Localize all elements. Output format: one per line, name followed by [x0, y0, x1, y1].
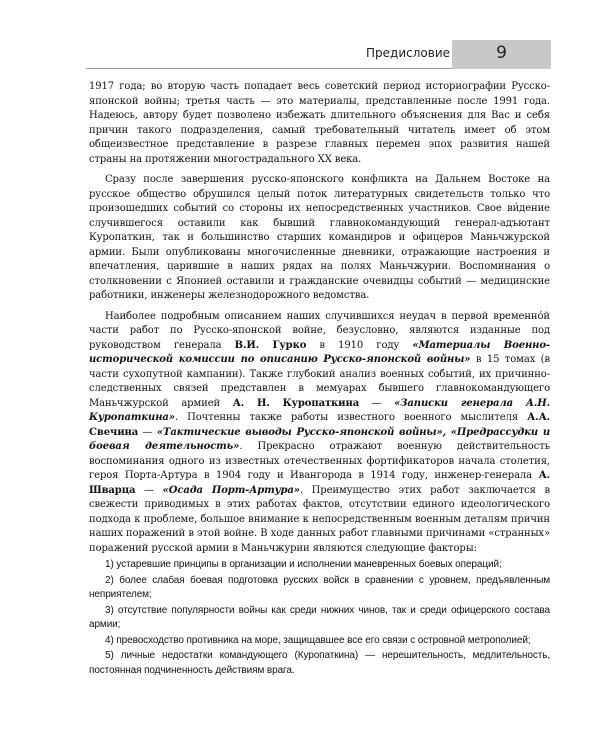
text-run: в 15 томах (в части сухопутной кампании). Также глубокий анализ военных событий, их причинно-следственных связей представлен в мемуарах бывшего главнокомандующего Маньчжурской армией — [89, 354, 550, 409]
text-run: — — [135, 484, 163, 496]
text-run: — — [359, 397, 395, 409]
text-run: . Преимущество этих работ заключается в свежести приводимых в этих работах фактов, отсутствии единого идеологического подхода к проблеме, большое внимание к непосредственным военным деталям причин наших поражений в этой войне. В ходе данных работ главными причинами «странных» поражений русской армии в Маньчжурии являются следующие факторы: — [89, 484, 550, 554]
list-item: 5) личные недостатки командующего (Куропаткина) — нерешительность, медлительность, постоянная подчиненность действиям врага. — [89, 650, 550, 676]
list-item: 1) устаревшие принципы в организации и исполнении маневренных боевых операций; — [105, 559, 502, 570]
text-run: Наиболее подробным описанием наших случившихся неудач в первой временно́й части работ по Русско-японской войне, безусловно, являются изданные под руководством генерала — [89, 310, 550, 351]
body-text — [89, 80, 550, 679]
work-title-siege: «Осада Порт-Артура» — [162, 484, 300, 496]
factors-list — [89, 558, 550, 678]
text-run: . Почтенны также работы известного военного мыслителя — [174, 412, 528, 423]
text-run: в 1910 году — [306, 339, 413, 351]
author-gurko: В.И. Гурко — [234, 339, 307, 351]
text-run: . Прекрасно отражают военную действительность воспоминания одного из известных отечественных фортификаторов начала столетия, героя Порта-Артура в 1904 году и Ивангорода в 1914 году, инженер-генерала — [89, 441, 550, 481]
list-item: 3) отсутствие популярности войны как среди нижних чинов, так и среди офицерского состава армии; — [89, 604, 550, 630]
section-title: Предисловие — [366, 46, 450, 60]
author-schwartz: А. Шварца — [89, 470, 550, 496]
work-title-materials: «Материалы Военно-исторической комиссии по описанию Русско-японской войны» — [89, 339, 550, 365]
list-item: 2) более слабая боевая подготовка русских войск в сравнении с уровнем, предъявленным неприятелем; — [89, 574, 550, 600]
work-title-tactical: «Тактические выводы Русско-японской войны», «Предрассудки и боевая деятельность» — [89, 426, 551, 452]
running-header — [0, 40, 600, 70]
list-item: 4) превосходство противника на море, защищавшее все его связи с островной метрополией; — [105, 634, 531, 646]
paragraph-1: 1917 года; во вторую часть попадает весь советский период историографии Русско-японской войны; третья часть — это материалы, представленные после 1991 года. Надеюсь, автору будет позволено избежать длительного объяснения для Вас и себя причин такого подразделения, самый требовательный читатель имеет об этом общеизвестное представление в разрезе главных перемен эпох развития нашей страны на протяжении многострадального XX века. — [89, 81, 550, 165]
author-svechin: А.А. Свечина — [89, 412, 550, 438]
text-run: — — [138, 426, 157, 438]
page-number: 9 — [496, 43, 507, 63]
work-title-notes: «Записки генерала А.Н. Куропаткина» — [89, 397, 550, 423]
author-kuropatkin: А. Н. Куропаткина — [232, 397, 360, 409]
paragraph-2: Сразу после завершения русско-японского конфликта на Дальнем Востоке на русское общество обрушился целый поток литературных свидетельств только что произошедших событий со стороны их непосредственных участников. Свое ви́дение случившегося оставили как бывший главнокомандующий генерал-адъютант Куропаткин, так и большинство старших командиров и офицеров Маньчжурской армии. Были опубликованы многочисленные дневники, отражающие настроения и впечатления, царившие в наших рядах на полях Маньчжурии. Воспоминания о столкновении с Японией оставили и гражданские очевидцы событий — медицинские работники, инженеры железнодорожного ведомства. — [89, 174, 550, 301]
paragraph-3 — [89, 310, 550, 557]
page-number-box — [452, 40, 551, 69]
